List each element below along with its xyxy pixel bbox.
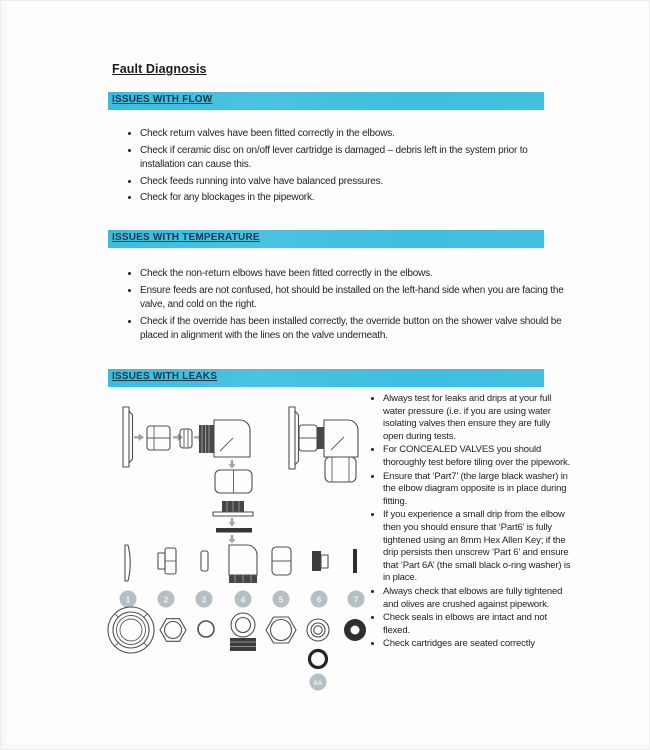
bullet-item: • Ensure that ‘Part7’ (the large black washer) in the elbow diagram opposite is in place during fitting.	[383, 471, 571, 509]
bullet-item: • Always test for leaks and drips at your full water pressure (i.e. if you are using water isolating valves then ensure they are fully open during tests.	[383, 393, 571, 443]
black-washer-front-icon	[344, 619, 366, 641]
svg-text:3: 3	[201, 595, 207, 605]
bullet-item: • Check the non-return elbows have been fitted correctly in the elbows.	[140, 267, 572, 282]
bullet-item: • Check for any blockages in the pipework.	[140, 191, 572, 206]
elbow-parts-diagram-svg	[103, 395, 368, 695]
wall-plate-part	[123, 407, 133, 467]
bullet-item: • Always check that elbows are fully tightened and olives are crushed against pipework.	[383, 586, 571, 611]
cover-nut-part	[147, 426, 170, 450]
bullet-item: • For CONCEALED VALVES you should thoroughly test before tiling over the pipework.	[383, 444, 571, 469]
svg-text:2: 2	[163, 595, 169, 605]
large-washer-edge-part	[216, 528, 252, 533]
olive-side-icon	[201, 551, 208, 571]
elbow-body-part	[199, 420, 250, 457]
section-header-leaks	[108, 369, 544, 387]
wall-plate-side-icon	[125, 545, 130, 581]
section-header-temperature	[108, 230, 544, 248]
compression-nut-front-icon	[266, 617, 296, 643]
parts-side-view-row	[125, 545, 357, 583]
page-title: Fault Diagnosis	[112, 62, 207, 76]
cartridge-cap-part	[213, 501, 253, 516]
elbow-parts-diagram	[103, 395, 368, 695]
black-washer-edge-icon	[353, 549, 357, 573]
section-title: ISSUES WITH LEAKS	[112, 371, 218, 382]
compression-nut-part	[215, 470, 252, 493]
cover-nut-front-icon	[160, 619, 186, 642]
bullet-item: • If you experience a small drip from the elbow then you should ensure that ‘Part6’ is fully tightened using an 8mm Hex Allen Key; if the drip persists then unscrew ‘Part 6’ and ensure that ‘Part 6A’ (the small black o-ring washer) is in place.	[383, 509, 571, 585]
olive-front-icon	[198, 621, 214, 637]
compression-nut-side-icon	[272, 547, 291, 575]
svg-text:7: 7	[353, 595, 359, 605]
cap-side-icon	[312, 551, 328, 571]
badge-6a	[310, 674, 327, 691]
exploded-elbow-view	[123, 407, 253, 543]
bullet-item: • Check if ceramic disc on on/off lever cartridge is damaged – debris left in the system prior to installation can cause this.	[140, 144, 572, 173]
wall-plate-front-icon	[108, 607, 154, 653]
section-header-flow	[108, 92, 544, 110]
bullet-item: • Check if the override has been installed correctly, the override button on the shower valve should be placed in alignment with the lines on the valve underneath.	[140, 315, 572, 344]
section-title: ISSUES WITH FLOW	[112, 94, 213, 105]
bullet-item: • Ensure feeds are not confused, hot should be installed on the left-hand side when you are facing the valve, and cold on the right.	[140, 284, 572, 313]
bullet-item: • Check cartridges are seated correctly	[383, 638, 571, 651]
elbow-front-icon	[230, 613, 256, 651]
part-number-badges	[120, 591, 365, 608]
bullet-item: • Check return valves have been fitted correctly in the elbows.	[140, 127, 572, 142]
bullet-item: • Check seals in elbows are intact and not flexed.	[383, 612, 571, 637]
retainer-front-icon	[307, 619, 329, 641]
bullet-item: • Check feeds running into valve have balanced pressures.	[140, 175, 572, 190]
svg-text:1: 1	[125, 595, 131, 605]
olive-ring-part	[180, 429, 192, 448]
section-title: ISSUES WITH TEMPERATURE	[112, 232, 260, 243]
svg-text:6A: 6A	[313, 680, 323, 687]
o-ring-6a-icon	[310, 651, 327, 668]
leaks-bullet-list	[370, 393, 571, 652]
cover-nut-side-icon	[158, 548, 176, 574]
assembled-elbow-view	[289, 407, 358, 482]
svg-text:5: 5	[278, 595, 284, 605]
svg-text:4: 4	[240, 595, 246, 605]
flow-bullet-list	[124, 127, 572, 208]
svg-text:6: 6	[316, 595, 322, 605]
parts-front-view-row	[108, 607, 366, 653]
elbow-side-icon	[229, 545, 257, 583]
temperature-bullet-list	[124, 267, 572, 346]
